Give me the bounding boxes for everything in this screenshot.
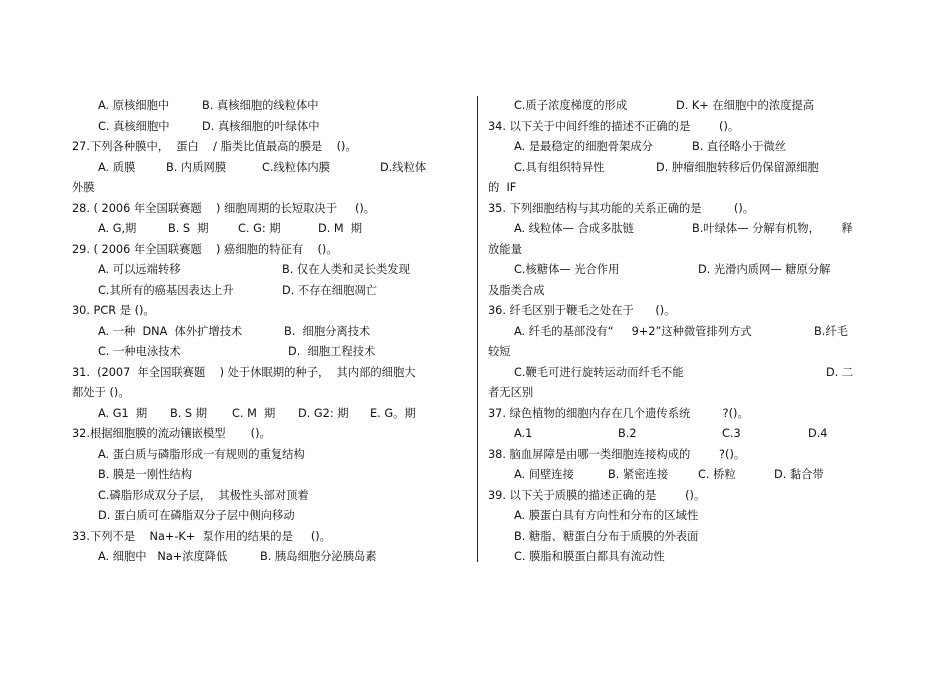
option-text: A. 是最稳定的细胞骨架成分 [514,140,653,153]
option-line: B. 糖脂、糖蛋白分布于质膜的外表面 [514,529,699,543]
option-line: C.磷脂形成双分子层， 其极性头部对顶着 [98,488,309,502]
left-column [72,96,472,568]
option-text: C.核糖体— 光合作用 [514,263,620,276]
option-row [72,260,472,281]
option-text: C. 真核细胞中 [98,119,170,133]
question-line: 都处于 ()。 [72,386,130,399]
option-text: C.质子浓度梯度的形成 [514,99,628,112]
option-row [72,219,472,240]
option-text: B. 细胞分离技术 [284,324,371,338]
option-text: D.4 [808,427,828,440]
question-line: 35. 下列细胞结构与其功能的关系正确的是 ()。 [488,201,755,215]
option-text: C. 桥粒 [698,468,736,481]
option-text: D. 肿瘤细胞转移后仍保留源细胞 [656,160,819,174]
option-text: D. 真核细胞的叶绿体中 [202,119,320,133]
option-row [72,322,472,343]
option-text: B. 胰岛细胞分泌胰岛素 [260,550,377,563]
option-text: B. 直径略小于微丝 [692,140,787,153]
option-row [488,96,878,117]
option-row [72,281,472,302]
option-text: C. 一种电泳技术 [98,345,181,358]
question-line: 33.下列不是 Na+-K+ 泵作用的结果的是 ()。 [72,529,331,543]
option-text: A. G,期 [98,222,137,235]
option-text: B. 内质网膜 [166,160,227,174]
question-line: 39. 以下关于质膜的描述正确的是 ()。 [488,488,706,502]
option-text: B. 紧密连接 [608,468,669,481]
option-text: A. 可以远端转移 [98,263,181,276]
option-row [488,465,878,486]
option-text: C.线粒体内膜 [262,160,330,174]
option-row [72,158,472,179]
option-text: A. 质膜 [98,160,136,174]
option-row [72,96,472,117]
option-row [72,342,472,363]
option-row [488,158,878,179]
option-text: B. 真核细胞的线粒体中 [202,99,319,112]
question-line: 37. 绿色植物的细胞内存在几个遗传系统 ?()。 [488,406,749,420]
option-line: A. 蛋白质与磷脂形成一有规则的重复结构 [98,447,305,461]
option-line: D. 蛋白质可在磷脂双分子层中侧向移动 [98,509,295,522]
question-line: 38. 脑血屏障是由哪一类细胞连接构成的 ?()。 [488,447,746,461]
question-line: 放能量 [488,242,522,256]
option-text: B. S 期 [170,406,207,420]
option-text: A. 细胞中 Na+浓度降低 [98,550,228,563]
question-line: 34. 以下关于中间纤维的描述不正确的是 ()。 [488,119,740,133]
option-text: D. M 期 [318,222,363,235]
option-text: D. G2: 期 [298,406,349,420]
option-text: B. 仅在人类和灵长类发现 [282,263,410,276]
question-line: 27.下列各种膜中， 蛋白 / 脂类比值最高的膜是 ()。 [72,140,357,153]
column-divider [477,96,478,562]
option-text: A. 间壁连接 [514,468,574,481]
option-text: C. M 期 [232,406,276,420]
question-line: 外膜 [72,181,95,194]
question-line: 29. ( 2006 年全国联赛题 ) 癌细胞的特征有 ()。 [72,242,338,256]
option-line: C. 膜脂和膜蛋白都具有流动性 [514,550,665,563]
question-line: 36. 纤毛区别于鞭毛之处在于 ()。 [488,304,676,317]
option-text: A. 线粒体— 合成多肽链 [514,222,634,235]
option-row [72,117,472,138]
option-text: B.叶绿体— 分解有机物， 释 [692,222,853,235]
question-line: 32.根据细胞膜的流动镶嵌模型 ()。 [72,427,271,440]
option-text: C.其所有的癌基因表达上升 [98,283,234,297]
option-row [488,137,878,158]
option-text: C.3 [722,427,741,440]
option-line: B. 膜是一刚性结构 [98,468,193,481]
option-text: B. S 期 [168,222,209,235]
option-text: A.1 [514,427,533,440]
option-text: D. 不存在细胞凋亡 [282,283,377,297]
question-line: 31. (2007 年全国联赛题 ) 处于休眠期的种子， 其内部的细胞大 [72,365,416,379]
option-text: B.纤毛 [814,324,848,338]
option-text: D. 二 [826,365,854,379]
question-line: 较短 [488,345,511,358]
option-text: A. 一种 DNA 体外扩增技术 [98,324,243,338]
option-text: D. 黏合带 [774,468,824,481]
right-column [488,96,878,568]
option-row [488,219,878,240]
option-text: E. G。期 [370,406,416,420]
option-text: B.2 [618,427,637,440]
option-text: C. G: 期 [238,222,281,235]
question-line: 的 IF [488,181,517,194]
option-text: A. 纤毛的基部没有“ 9+2”这种微管排列方式 [514,324,752,338]
option-text: D.线粒体 [380,160,427,174]
option-text: D. 光滑内质网— 糖原分解 [698,263,831,276]
question-line: 30. PCR 是 ()。 [72,304,155,317]
option-row [488,363,878,384]
option-row [488,260,878,281]
option-text: D. K+ 在细胞中的浓度提高 [676,99,815,112]
option-text: A. G1 期 [98,406,148,420]
option-text: A. 原核细胞中 [98,99,170,112]
question-line: 28. ( 2006 年全国联赛题 ) 细胞周期的长短取决于 ()。 [72,201,376,215]
option-text: C.鞭毛可进行旋转运动而纤毛不能 [514,365,684,379]
option-text: C.具有组织特异性 [514,160,605,174]
question-line: 及脂类合成 [488,283,545,297]
option-text: D. 细胞工程技术 [288,345,376,358]
option-row [72,404,472,425]
question-line: 者无区别 [488,386,534,399]
option-row [488,322,878,343]
option-row [72,547,472,568]
option-row [488,424,878,445]
option-line: A. 膜蛋白具有方向性和分布的区域性 [514,509,699,522]
